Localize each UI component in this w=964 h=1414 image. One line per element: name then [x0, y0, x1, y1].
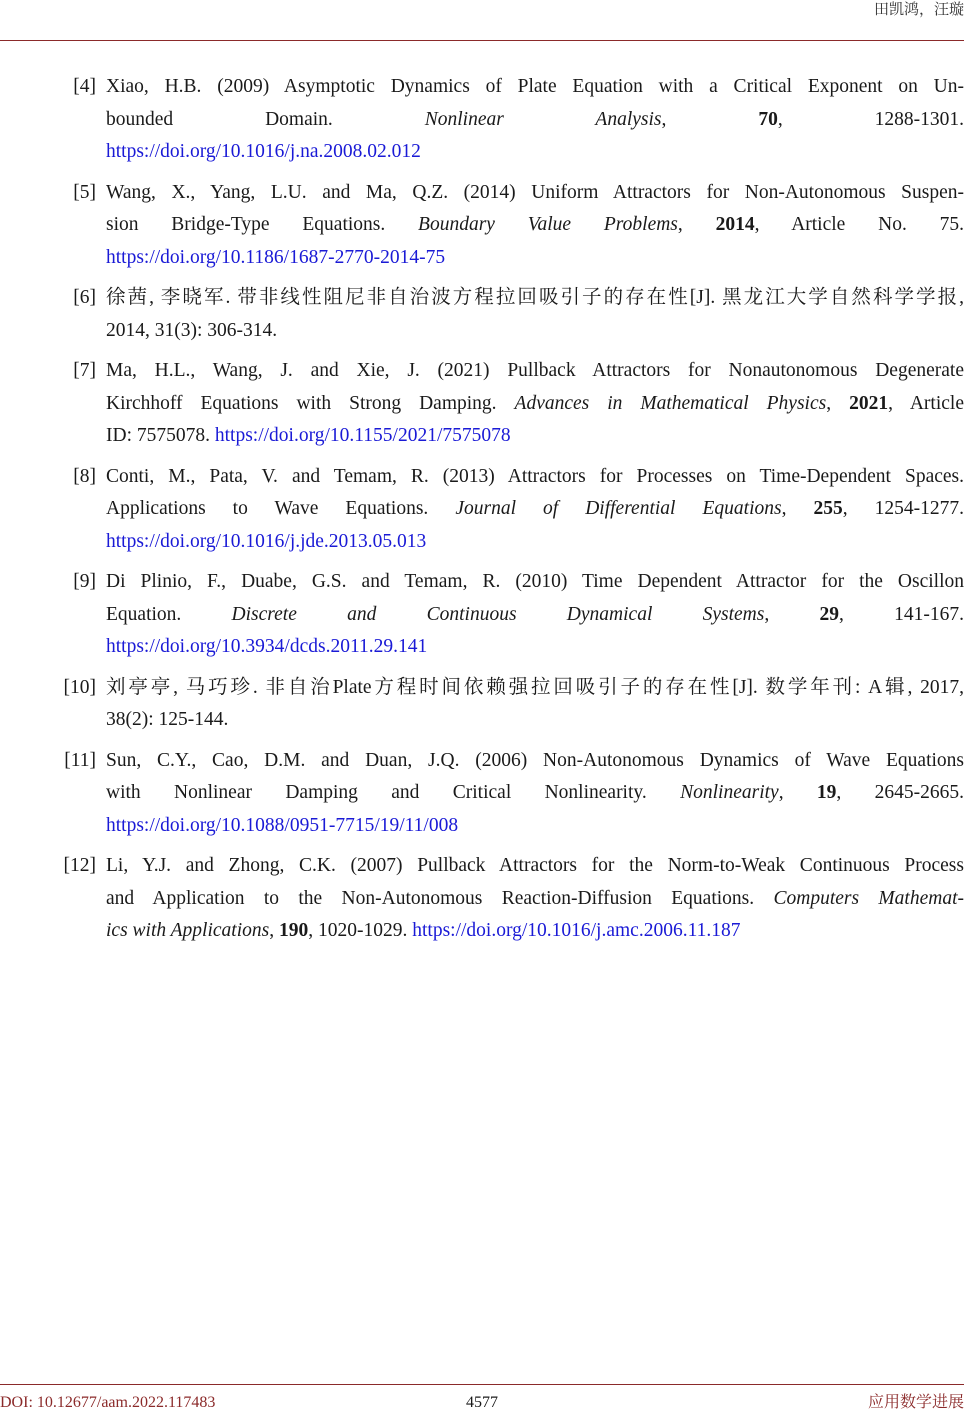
reference-text: , 141-167.	[839, 603, 964, 625]
reference-number: [12]	[63, 855, 96, 876]
reference-item	[0, 177, 964, 275]
footer-journal-name: 应用数学进展	[867, 1394, 964, 1411]
header-divider	[0, 40, 964, 41]
reference-number: [10]	[63, 676, 96, 698]
volume-number: 19	[816, 782, 837, 803]
reference-item	[0, 355, 964, 453]
reference-list	[0, 71, 964, 956]
journal-title: Boundary Value Problems	[418, 214, 678, 235]
reference-item	[0, 850, 964, 948]
reference-text: ,	[826, 392, 850, 414]
reference-text: 38(2): 125-144.	[106, 709, 229, 730]
reference-number: [5]	[73, 181, 96, 203]
reference-text: Sun, C.Y., Cao, D.M. and Duan, J.Q. (2006) Non-Autonomous Dynamics of Wave Equations	[106, 749, 964, 771]
reference-text: 徐茜, 李晓军. 带非线性阻尼非自治波方程拉回吸引子的存在性[J]. 黑龙江大学自然科学学报,	[106, 287, 964, 308]
reference-text: with Nonlinear Damping and Critical Nonlinearity.	[106, 782, 681, 803]
reference-text: Conti, M., Pata, V. and Temam, R. (2013) Attractors for Processes on Time-Dependent Spaces.	[106, 465, 964, 487]
reference-line	[106, 672, 964, 705]
reference-line	[106, 850, 964, 883]
running-header-authors: 田凯鸿，汪璇	[873, 2, 964, 18]
reference-text: , 1254-1277.	[842, 498, 964, 519]
doi-link[interactable]: https://doi.org/10.1155/2021/7575078	[214, 425, 511, 446]
reference-text: Xiao, H.B. (2009) Asymptotic Dynamics of Plate Equation with a Critical Exponent on Un-	[106, 76, 964, 97]
reference-text: Li, Y.J. and Zhong, C.K. (2007) Pullback Attractors for the Norm-to-Weak Continuous Process	[106, 855, 964, 876]
volume-number: 29	[819, 603, 839, 625]
reference-text: , Article No. 75.	[754, 214, 964, 235]
reference-line	[106, 883, 964, 916]
reference-text: , 1020-1029.	[308, 920, 413, 941]
journal-title: Nonlinear Analysis	[424, 108, 662, 130]
doi-link[interactable]: https://doi.org/10.1016/j.amc.2006.11.187	[412, 920, 741, 941]
reference-line	[106, 810, 964, 843]
volume-number: 2021	[849, 392, 889, 414]
reference-item	[0, 566, 964, 664]
reference-text: Wang, X., Yang, L.U. and Ma, Q.Z. (2014) Uniform Attractors for Non-Autonomous Suspen-	[106, 181, 964, 203]
page-number: 4577	[466, 1394, 498, 1411]
reference-text: Equation.	[106, 603, 232, 625]
reference-number: [7]	[73, 360, 96, 381]
doi-link[interactable]: https://doi.org/10.1088/0951-7715/19/11/008	[106, 814, 459, 836]
journal-title: Computers Mathemat-	[773, 887, 964, 909]
reference-item	[0, 672, 964, 737]
reference-line	[106, 526, 964, 559]
volume-number: 190	[278, 920, 309, 941]
doi-link[interactable]: https://doi.org/10.3934/dcds.2011.29.141	[106, 636, 428, 657]
doi-link[interactable]: https://doi.org/10.1186/1687-2770-2014-75	[106, 246, 446, 268]
reference-text: ,	[677, 214, 716, 235]
journal-title: ics with Applications	[106, 920, 270, 941]
reference-line	[106, 282, 964, 315]
reference-text: 刘亭亭, 马巧珍. 非自治Plate方程时间依赖强拉回吸引子的存在性[J]. 数学年刊: A辑, 2017,	[106, 676, 964, 698]
reference-text: and Application to the Non-Autonomous Reaction-Diffusion Equations.	[106, 887, 774, 909]
reference-text: Kirchhoff Equations with Strong Damping.	[106, 392, 515, 414]
reference-item	[0, 282, 964, 347]
reference-line	[106, 493, 964, 526]
journal-title: Journal of Differential Equations	[455, 498, 782, 519]
reference-text: Ma, H.L., Wang, J. and Xie, J. (2021) Pullback Attractors for Nonautonomous Degenerate	[106, 360, 964, 381]
reference-text: bounded Domain.	[106, 108, 425, 130]
reference-text: ,	[661, 108, 759, 130]
reference-line	[106, 777, 964, 810]
journal-title: Advances in Mathematical Physics	[514, 392, 827, 414]
reference-line	[106, 704, 964, 737]
reference-number: [8]	[73, 465, 96, 487]
reference-text: ,	[781, 498, 814, 519]
reference-number: [6]	[73, 287, 96, 308]
reference-text: , 1288-1301.	[777, 108, 964, 130]
journal-title: Nonlinearity	[680, 782, 779, 803]
reference-item	[0, 71, 964, 169]
reference-text: ,	[778, 782, 817, 803]
reference-text: 2014, 31(3): 306-314.	[106, 319, 278, 341]
volume-number: 70	[758, 108, 778, 130]
reference-number: [9]	[73, 571, 96, 592]
reference-text: ,	[269, 920, 279, 941]
reference-line	[106, 599, 964, 632]
footer-doi: DOI: 10.12677/aam.2022.117483	[0, 1394, 216, 1411]
reference-text: Applications to Wave Equations.	[106, 498, 456, 519]
reference-text: , Article	[888, 392, 964, 414]
reference-line	[106, 566, 964, 599]
reference-line	[106, 71, 964, 104]
reference-line	[106, 461, 964, 494]
reference-number: [4]	[73, 76, 96, 97]
doi-link[interactable]: https://doi.org/10.1016/j.jde.2013.05.013	[106, 530, 427, 552]
reference-line	[106, 242, 964, 275]
reference-line	[106, 915, 964, 948]
reference-number: [11]	[64, 749, 96, 771]
reference-line	[106, 355, 964, 388]
reference-line	[106, 177, 964, 210]
reference-text: ,	[764, 603, 820, 625]
reference-line	[106, 104, 964, 137]
reference-text: Di Plinio, F., Duabe, G.S. and Temam, R. (2010) Time Dependent Attractor for the Oscillon	[106, 571, 964, 592]
reference-line	[106, 420, 964, 453]
volume-number: 255	[813, 498, 843, 519]
reference-text: ID: 7575078.	[106, 425, 215, 446]
reference-item	[0, 745, 964, 843]
footer-divider	[0, 1384, 964, 1385]
reference-line	[106, 388, 964, 421]
reference-item	[0, 461, 964, 559]
volume-number: 2014	[715, 214, 755, 235]
journal-title: Discrete and Continuous Dynamical Systems	[231, 603, 765, 625]
reference-line	[106, 315, 964, 348]
reference-text: sion Bridge-Type Equations.	[106, 214, 419, 235]
doi-link[interactable]: https://doi.org/10.1016/j.na.2008.02.012	[106, 141, 421, 162]
reference-line	[106, 136, 964, 169]
reference-line	[106, 631, 964, 664]
reference-line	[106, 209, 964, 242]
reference-text: , 2645-2665.	[836, 782, 964, 803]
reference-line	[106, 745, 964, 778]
